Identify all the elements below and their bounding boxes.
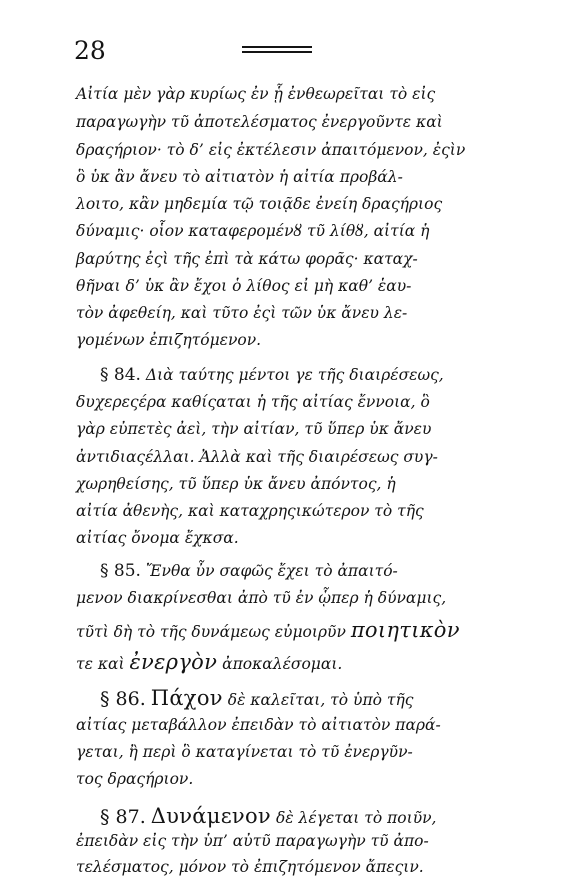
section-number: § 84.	[100, 365, 141, 385]
text-line: τελέσματος, μόνον τὸ ἐπιζητόμενον ἄπεςιν.	[76, 858, 424, 876]
text-line: παραγωγὴν τῦ ἀποτελέσματος ἐνεργοῦντε καὶ	[76, 113, 443, 131]
text-line: δύναμις· οἷον καταφερομένȣ τῦ λίθȣ, αἰτία ἡ	[76, 222, 430, 240]
text-line: δραςήριον· τὸ δ’ εἰς ἐκτέλεσιν ἀπαιτόμενον, ἐςὶν	[76, 141, 466, 159]
text-line: γεται, ἢ περὶ ὃ καταγίνεται τὸ τῦ ἐνεργῦν-	[76, 743, 413, 761]
text-line: λοιτο, κἂν μηδεμία τῷ τοιᾷδε ἐνείη δραςήριος	[76, 195, 443, 213]
paragraph-87-first-line	[100, 806, 520, 827]
emphasized-term: Πάχον	[150, 686, 223, 710]
text-line: τὸν ἀφεθείη, καὶ τῦτο ἐςὶ τῶν ὑκ ἄνευ λε-	[76, 304, 408, 322]
text-line: αἰτίας ὄνομα ἔχκσα.	[76, 529, 239, 547]
text-line: Αἰτία μὲν γὰρ κυρίως ἐν ᾗ ἐνθεωρεῖται τὸ εἰς	[76, 85, 436, 103]
text-line: μενον διακρίνεσθαι ἀπὸ τῦ ἐν ᾧπερ ἡ δύναμις,	[76, 589, 447, 607]
text-fragment: τῦτὶ δὴ τὸ τῆς δυνάμεως εὐμοιρῦν	[76, 623, 346, 641]
text-fragment: δὲ λέγεται τὸ ποιῦν,	[275, 809, 437, 827]
text-line: αἰτία ἀθενὴς, καὶ καταχρηςικώτερον τὸ τῆς	[76, 502, 424, 520]
paragraph-84-first-line	[100, 367, 520, 384]
text-line: ὃ ὑκ ἂν ἄνευ τὸ αἰτιατὸν ἡ αἰτία προβάλ-	[76, 168, 403, 186]
text-line: Ἔνθα ὖν σαφῶς ἔχει τὸ ἀπαιτό-	[145, 562, 398, 580]
text-line: βαρύτης ἐςὶ τῆς ἐπὶ τὰ κάτω φορᾶς· καταχ-	[76, 250, 418, 268]
text-line: δυχερεςέρα καθίςαται ἡ τῆς αἰτίας ἔννοια, ὃ	[76, 393, 430, 411]
emphasized-term: ποιητικὸν	[350, 618, 460, 642]
text-fragment: ἀποκαλέσομαι.	[222, 655, 343, 673]
page-number: 28	[74, 36, 106, 65]
text-line: γὰρ εὐπετὲς ἀεὶ, τὴν αἰτίαν, τῦ ὕπερ ὑκ ἄνευ	[76, 420, 432, 438]
text-line: θῆναι δ’ ὑκ ἂν ἔχοι ὁ λίθος εἰ μὴ καθ’ ἑαυ-	[76, 277, 412, 295]
section-number: § 87.	[100, 806, 146, 828]
paragraph-85-first-line	[100, 563, 520, 580]
text-line: Διὰ ταύτης μέντοι γε τῆς διαιρέσεως,	[145, 366, 444, 384]
text-fragment: δὲ καλεῖται, τὸ ὑπὸ τῆς	[227, 691, 414, 709]
text-line-with-emphasis	[76, 652, 496, 673]
text-fragment: τε καὶ	[76, 655, 125, 673]
text-line: γομένων ἐπιζητόμενον.	[76, 331, 262, 349]
text-line: αἰτίας μεταβάλλον ἐπειδὰν τὸ αἰτιατὸν παρά-	[76, 716, 441, 734]
text-line: τος δραςήριον.	[76, 770, 194, 788]
emphasized-term: Δυνάμενον	[150, 804, 271, 828]
header-rule	[242, 51, 312, 53]
header-rule	[242, 46, 312, 48]
section-number: § 86.	[100, 688, 146, 710]
text-line: ἀντιδιαςέλλαι. Ἀλλὰ καὶ τῆς διαιρέσεως συγ-	[76, 448, 438, 466]
text-line-with-emphasis	[76, 620, 496, 641]
text-line: χωρηθείσης, τῦ ὕπερ ὑκ ἄνευ ἀπόντος, ἡ	[76, 475, 396, 493]
emphasized-term: ἐνεργὸν	[129, 650, 218, 674]
section-number: § 85.	[100, 561, 141, 581]
text-line: ἐπειδὰν εἰς τὴν ὑπ’ αὐτῦ παραγωγὴν τῦ ἀπο-	[76, 832, 429, 850]
paragraph-86-first-line	[100, 688, 520, 709]
